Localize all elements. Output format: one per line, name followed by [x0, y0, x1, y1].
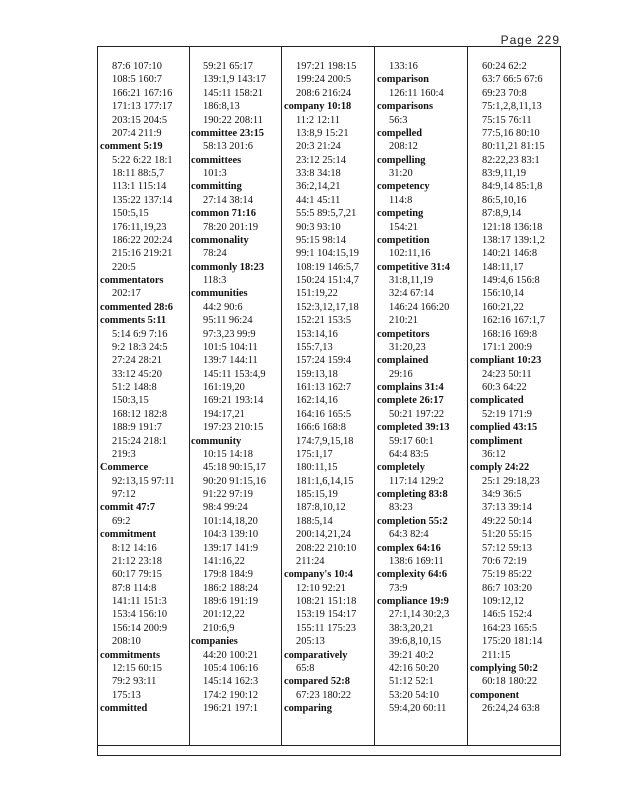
index-reference: 162:16 167:1,7: [482, 315, 545, 327]
index-term: company's 10:4: [284, 569, 353, 581]
index-reference: 77:5,16 80:10: [482, 127, 540, 139]
index-reference: 90:3 93:10: [296, 221, 341, 233]
index-reference: 135:22 137:14: [112, 194, 173, 206]
index-reference: 20:3 21:24: [296, 141, 341, 153]
index-term: commit 47:7: [100, 502, 156, 514]
index-term: completed 39:13: [377, 422, 450, 434]
index-reference: 44:1 45:11: [296, 194, 341, 206]
index-reference: 73:9: [389, 582, 408, 594]
index-reference: 101:3: [203, 168, 227, 179]
index-reference: 155:11 175:23: [296, 622, 356, 634]
index-reference: 197:23 210:15: [203, 422, 264, 434]
index-reference: 138:6 169:11: [389, 555, 444, 567]
index-reference: 200:14,21,24: [296, 529, 351, 541]
index-reference: 84:9,14 85:1,8: [482, 181, 543, 193]
index-reference: 175:13: [112, 689, 141, 701]
index-reference: 174:2 190:12: [203, 689, 259, 701]
index-reference: 220:5: [112, 261, 136, 273]
index-reference: 86:5,10,16: [482, 194, 527, 206]
index-reference: 98:4 99:24: [203, 502, 248, 514]
index-reference: 92:13,15 97:11: [112, 475, 175, 487]
index-term: comparison: [377, 74, 429, 86]
index-term: common 71:16: [191, 208, 256, 220]
index-reference: 95:11 96:24: [203, 315, 253, 327]
index-reference: 86:7 103:20: [482, 582, 532, 594]
index-term: comment 5:19: [100, 141, 163, 153]
index-reference: 139:7 144:11: [203, 355, 258, 367]
index-term: comments 5:11: [100, 315, 167, 327]
index-reference: 25:1 29:18,23: [482, 475, 540, 487]
index-term: compared 52:8: [284, 676, 350, 688]
index-reference: 51:12 52:1: [389, 676, 434, 688]
index-reference: 9:2 18:3 24:5: [112, 341, 168, 353]
index-reference: 176:11,19,23: [112, 221, 167, 233]
index-reference: 51:20 55:15: [482, 529, 532, 541]
index-term: competitive 31:4: [377, 261, 450, 273]
index-reference: 24:23 50:11: [482, 368, 532, 380]
index-term: compliment: [470, 435, 523, 447]
index-reference: 154:21: [389, 221, 418, 233]
index-term: comply 24:22: [470, 462, 530, 474]
index-reference: 55:5 89:5,7,21: [296, 208, 357, 220]
index-reference: 102:11,16: [389, 248, 431, 260]
index-reference: 75:19 85:22: [482, 569, 532, 581]
index-reference: 161:13 162:7: [296, 382, 352, 393]
index-reference: 138:17 139:1,2: [482, 234, 545, 246]
index-reference: 211:15: [482, 649, 511, 661]
index-term: completing 83:8: [377, 489, 448, 500]
index-term: complains 31:4: [377, 382, 444, 393]
index-term: complained: [377, 355, 429, 367]
index-term: comparisons: [377, 101, 433, 113]
index-reference: 8:12 14:16: [112, 542, 157, 554]
index-reference: 5:14 6:9 7:16: [112, 328, 168, 340]
index-reference: 148:11,17: [482, 261, 524, 273]
index-reference: 199:24 200:5: [296, 74, 352, 86]
index-reference: 80:11,21 81:15: [482, 141, 545, 153]
index-term: comparatively: [284, 649, 348, 661]
index-reference: 26:24,24 63:8: [482, 703, 540, 714]
index-reference: 156:14 200:9: [112, 622, 168, 634]
index-reference: 141:11 151:3: [112, 596, 167, 607]
index-reference: 101:5 104:11: [203, 341, 258, 353]
index-reference: 145:11 153:4,9: [203, 368, 266, 380]
index-reference: 109:12,12: [482, 596, 524, 607]
index-reference: 133:16: [389, 61, 418, 72]
index-reference: 36:2,14,21: [296, 181, 341, 193]
index-term: commonly 18:23: [191, 261, 265, 273]
index-term: complex 64:16: [377, 542, 441, 554]
index-term: compelled: [377, 127, 423, 139]
index-reference: 18:11 88:5,7: [112, 168, 165, 179]
index-reference: 42:16 50:20: [389, 662, 439, 674]
index-reference: 113:1 115:14: [112, 181, 167, 193]
index-reference: 219:3: [112, 448, 136, 460]
index-reference: 187:8,10,12: [296, 502, 346, 514]
index-column-2: [191, 60, 280, 750]
index-reference: 78:24: [203, 248, 227, 260]
index-reference: 57:12 59:13: [482, 542, 532, 554]
index-term: commentators: [100, 275, 164, 286]
index-reference: 105:4 106:16: [203, 662, 259, 674]
index-reference: 185:15,19: [296, 489, 338, 500]
index-term: competition: [377, 234, 430, 246]
index-reference: 33:8 34:18: [296, 168, 341, 179]
index-reference: 180:11,15: [296, 462, 338, 474]
index-reference: 95:15 98:14: [296, 234, 346, 246]
index-reference: 13:8,9 15:21: [296, 127, 349, 139]
index-reference: 202:17: [112, 288, 141, 300]
index-reference: 186:22 202:24: [112, 234, 173, 246]
index-reference: 108:21 151:18: [296, 596, 357, 607]
index-reference: 155:7,13: [296, 341, 333, 353]
index-term: compliant 10:23: [470, 355, 542, 367]
index-reference: 208:12: [389, 141, 418, 153]
index-reference: 83:9,11,19: [482, 168, 527, 179]
index-reference: 145:11 158:21: [203, 87, 263, 99]
index-reference: 29:16: [389, 368, 413, 380]
column-divider: [467, 46, 468, 745]
index-reference: 150:3,15: [112, 395, 149, 407]
index-reference: 208:10: [112, 636, 141, 648]
index-reference: 39:6,8,10,15: [389, 636, 442, 648]
index-term: comparing: [284, 703, 332, 714]
index-term: Commerce: [100, 462, 149, 474]
index-reference: 117:14 129:2: [389, 475, 444, 487]
index-reference: 189:6 191:19: [203, 596, 259, 607]
index-reference: 59:4,20 60:11: [389, 703, 447, 714]
index-reference: 151:19,22: [296, 288, 338, 300]
index-reference: 79:2 93:11: [112, 676, 157, 688]
index-reference: 97:12: [112, 489, 136, 500]
index-reference: 197:21 198:15: [296, 61, 357, 72]
index-reference: 50:21 197:22: [389, 408, 445, 420]
index-reference: 207:4 211:9: [112, 127, 162, 139]
index-reference: 45:18 90:15,17: [203, 462, 266, 474]
index-reference: 145:14 162:3: [203, 676, 259, 688]
index-reference: 152:21 153:5: [296, 315, 352, 327]
index-reference: 44:2 90:6: [203, 301, 243, 313]
index-reference: 203:15 204:5: [112, 114, 168, 126]
index-reference: 215:16 219:21: [112, 248, 173, 260]
index-reference: 164:23 165:5: [482, 622, 538, 634]
index-reference: 23:12 25:14: [296, 154, 346, 166]
index-reference: 78:20 201:19: [203, 221, 259, 233]
index-reference: 60:18 180:22: [482, 676, 538, 688]
index-reference: 205:13: [296, 636, 325, 648]
index-term: complicated: [470, 395, 524, 407]
index-reference: 87:8,9,14: [482, 208, 522, 220]
index-term: competing: [377, 208, 424, 220]
index-reference: 36:12: [482, 448, 506, 460]
index-term: communities: [191, 288, 248, 300]
index-term: commitments: [100, 649, 161, 661]
index-reference: 160:21,22: [482, 301, 524, 313]
index-reference: 126:11 160:4: [389, 87, 444, 99]
index-term: committed: [100, 703, 148, 714]
index-reference: 175:20 181:14: [482, 636, 543, 648]
index-term: company 10:18: [284, 101, 352, 113]
index-reference: 108:19 146:5,7: [296, 261, 359, 273]
index-reference: 38:3,20,21: [389, 622, 434, 634]
index-reference: 82:22,23 83:1: [482, 154, 540, 166]
index-reference: 27:14 38:14: [203, 194, 253, 206]
index-reference: 190:22 208:11: [203, 114, 263, 126]
index-reference: 210:6,9: [203, 622, 235, 634]
index-reference: 168:12 182:8: [112, 408, 168, 420]
index-reference: 186:2 188:24: [203, 582, 259, 594]
index-reference: 150:5,15: [112, 208, 149, 220]
index-reference: 108:5 160:7: [112, 74, 162, 86]
index-reference: 156:10,14: [482, 288, 524, 300]
index-reference: 10:15 14:18: [203, 448, 253, 460]
index-term: companies: [191, 636, 238, 648]
index-reference: 194:17,21: [203, 408, 245, 420]
index-term: complexity 64:6: [377, 569, 448, 581]
index-column-1: [100, 60, 188, 750]
index-term: complete 26:17: [377, 395, 444, 407]
column-divider: [281, 46, 282, 745]
index-reference: 63:7 66:5 67:6: [482, 74, 543, 86]
index-reference: 37:13 39:14: [482, 502, 532, 514]
column-divider: [189, 46, 190, 745]
index-reference: 101:14,18,20: [203, 515, 258, 527]
index-reference: 27:24 28:21: [112, 355, 162, 367]
index-reference: 146:24 166:20: [389, 301, 450, 313]
index-reference: 90:20 91:15,16: [203, 475, 266, 487]
index-reference: 65:8: [296, 662, 315, 674]
index-term: complying 50:2: [470, 662, 538, 674]
index-reference: 153:14,16: [296, 328, 338, 340]
index-reference: 210:21: [389, 315, 418, 327]
index-term: community: [191, 435, 242, 447]
index-reference: 60:3 64:22: [482, 382, 527, 393]
index-reference: 161:19,20: [203, 382, 245, 393]
index-reference: 157:24 159:4: [296, 355, 352, 367]
index-reference: 168:16 169:8: [482, 328, 538, 340]
index-reference: 56:3: [389, 114, 408, 126]
index-reference: 201:12,22: [203, 609, 245, 621]
index-reference: 104:3 139:10: [203, 529, 259, 541]
index-reference: 186:8,13: [203, 101, 240, 113]
index-reference: 146:5 152:4: [482, 609, 532, 621]
index-reference: 169:21 193:14: [203, 395, 264, 407]
index-reference: 33:12 45:20: [112, 368, 162, 380]
index-reference: 49:22 50:14: [482, 515, 532, 527]
index-reference: 118:3: [203, 275, 227, 286]
index-reference: 64:3 82:4: [389, 529, 429, 541]
index-reference: 153:4 156:10: [112, 609, 168, 621]
index-reference: 141:16,22: [203, 555, 245, 567]
index-reference: 31:20: [389, 168, 413, 179]
index-reference: 181:1,6,14,15: [296, 475, 354, 487]
index-term: competency: [377, 181, 430, 193]
index-reference: 171:1 200:9: [482, 341, 532, 353]
index-reference: 32:4 67:14: [389, 288, 434, 300]
index-reference: 64:4 83:5: [389, 448, 429, 460]
index-reference: 149:4,6 156:8: [482, 275, 540, 286]
index-reference: 171:13 177:17: [112, 101, 173, 113]
index-reference: 21:12 23:18: [112, 555, 162, 567]
index-reference: 140:21 146:8: [482, 248, 538, 260]
index-term: commented 28:6: [100, 301, 174, 313]
column-divider: [374, 46, 375, 745]
index-reference: 97:3,23 99:9: [203, 328, 256, 340]
index-reference: 53:20 54:10: [389, 689, 439, 701]
index-term: completely: [377, 462, 425, 474]
index-reference: 175:1,17: [296, 448, 333, 460]
index-reference: 34:9 36:5: [482, 489, 522, 500]
index-reference: 208:6 216:24: [296, 87, 352, 99]
index-reference: 75:15 76:11: [482, 114, 532, 126]
index-term: committing: [191, 181, 242, 193]
index-reference: 69:23 70:8: [482, 87, 527, 99]
index-reference: 59:17 60:1: [389, 435, 434, 447]
index-term: committees: [191, 154, 242, 166]
index-reference: 27:1,14 30:2,3: [389, 609, 450, 621]
index-reference: 70:6 72:19: [482, 555, 527, 567]
index-reference: 152:3,12,17,18: [296, 301, 359, 313]
index-reference: 139:1,9 143:17: [203, 74, 266, 86]
index-column-5: [470, 60, 560, 750]
index-reference: 11:2 12:11: [296, 114, 340, 126]
index-reference: 31:20,23: [389, 341, 426, 353]
index-term: compliance 19:9: [377, 596, 449, 607]
index-reference: 59:21 65:17: [203, 61, 253, 72]
index-reference: 166:6 168:8: [296, 422, 346, 434]
index-column-4: [377, 60, 466, 750]
index-reference: 12:10 92:21: [296, 582, 346, 594]
index-reference: 174:7,9,15,18: [296, 435, 354, 447]
index-reference: 215:24 218:1: [112, 435, 168, 447]
index-reference: 179:8 184:9: [203, 569, 253, 581]
index-reference: 188:5,14: [296, 515, 333, 527]
index-reference: 211:24: [296, 555, 325, 567]
index-reference: 5:22 6:22 18:1: [112, 154, 173, 166]
index-reference: 188:9 191:7: [112, 422, 162, 434]
index-reference: 60:24 62:2: [482, 61, 527, 72]
index-reference: 114:8: [389, 194, 413, 206]
index-reference: 153:19 154:17: [296, 609, 357, 621]
index-term: commitment: [100, 529, 156, 541]
index-term: compelling: [377, 154, 426, 166]
index-reference: 87:6 107:10: [112, 61, 162, 72]
index-reference: 60:17 79:15: [112, 569, 162, 581]
index-reference: 67:23 180:22: [296, 689, 352, 701]
index-reference: 208:22 210:10: [296, 542, 357, 554]
index-reference: 87:8 114:8: [112, 582, 157, 594]
index-term: component: [470, 689, 520, 701]
index-column-3: [284, 60, 373, 750]
index-reference: 91:22 97:19: [203, 489, 253, 500]
index-term: competitors: [377, 328, 430, 340]
index-term: commonality: [191, 234, 249, 246]
index-reference: 196:21 197:1: [203, 703, 259, 714]
index-term: completion 55:2: [377, 515, 448, 527]
index-reference: 164:16 165:5: [296, 408, 352, 420]
page-number-label: Page 229: [500, 33, 560, 47]
index-reference: 44:20 100:21: [203, 649, 259, 661]
index-reference: 69:2: [112, 515, 131, 527]
index-reference: 51:2 148:8: [112, 382, 157, 393]
index-reference: 58:13 201:6: [203, 141, 253, 153]
index-reference: 52:19 171:9: [482, 408, 532, 420]
index-reference: 150:24 151:4,7: [296, 275, 359, 286]
index-reference: 75:1,2,8,11,13: [482, 101, 542, 113]
index-reference: 31:8,11,19: [389, 275, 434, 286]
index-reference: 166:21 167:16: [112, 87, 173, 99]
index-term: committee 23:15: [191, 127, 264, 139]
index-reference: 159:13,18: [296, 368, 338, 380]
index-reference: 162:14,16: [296, 395, 338, 407]
index-reference: 99:1 104:15,19: [296, 248, 359, 260]
index-reference: 83:23: [389, 502, 413, 514]
index-reference: 121:18 136:18: [482, 221, 543, 233]
index-reference: 139:17 141:9: [203, 542, 259, 554]
index-reference: 12:15 60:15: [112, 662, 162, 674]
index-term: complied 43:15: [470, 422, 538, 434]
index-reference: 39:21 40:2: [389, 649, 434, 661]
